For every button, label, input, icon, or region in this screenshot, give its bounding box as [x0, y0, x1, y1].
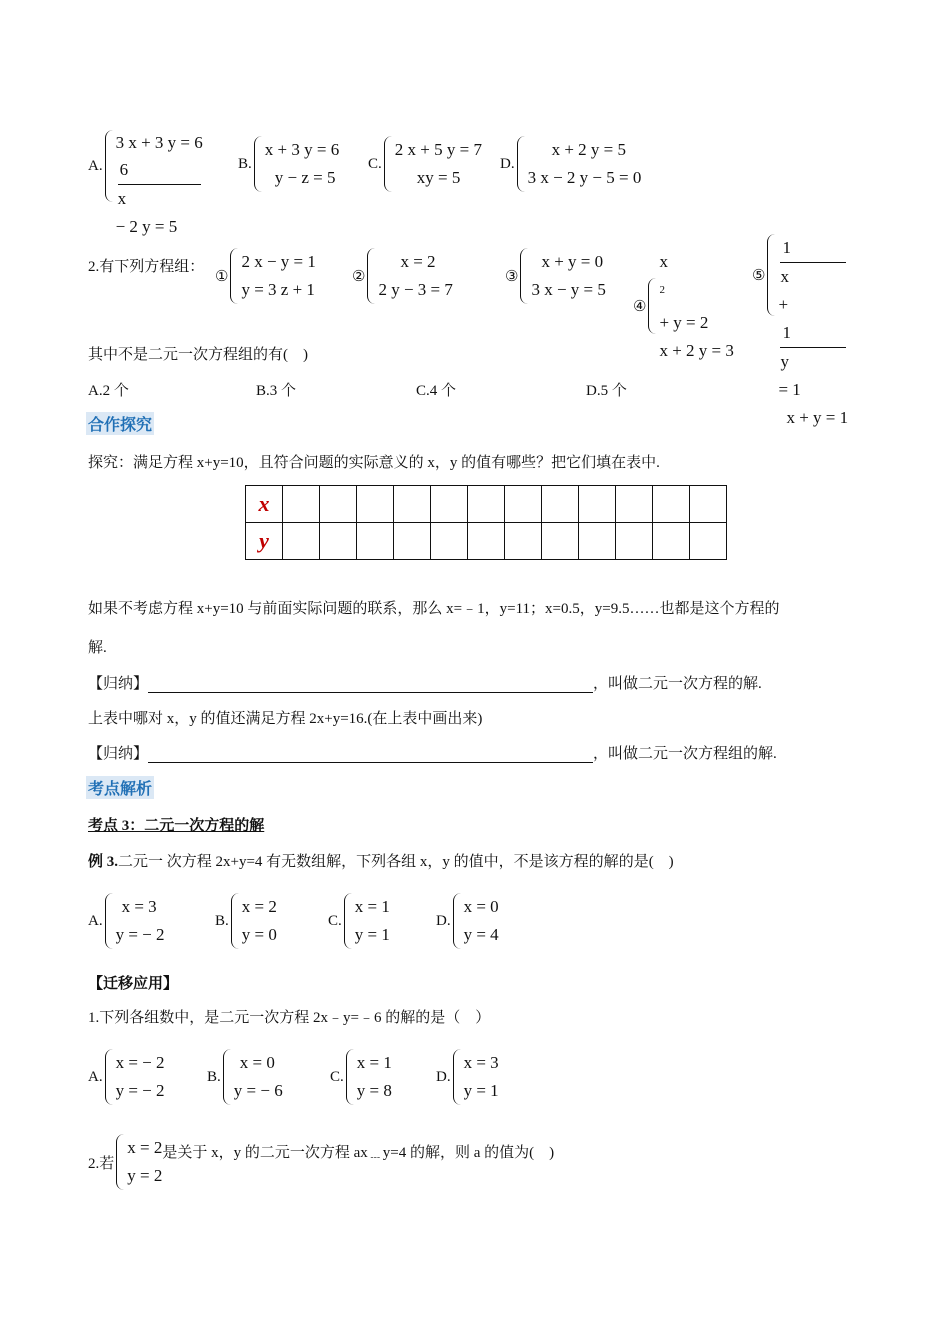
summary-tail: ，叫做二元一次方程的解.	[593, 676, 762, 692]
q2-option-b: B.3 个	[256, 383, 297, 399]
equation-row: x + 2 y = 3	[659, 340, 734, 360]
blank-line[interactable]	[148, 746, 593, 763]
option-label: B.	[215, 912, 229, 929]
table-cell[interactable]	[505, 486, 542, 523]
equation-row: x + 3 y = 6	[264, 140, 340, 159]
t1-option-c	[330, 1049, 392, 1105]
table-row-y	[246, 523, 727, 560]
brace-icon	[384, 136, 392, 192]
equation-row: y = 0	[241, 925, 277, 944]
brace-icon	[230, 248, 238, 304]
equation-row: x = 3	[463, 1053, 499, 1072]
paragraph-2: 上表中哪对 x，y 的值还满足方程 2x+y=16.(在上表中画出来)	[88, 711, 483, 727]
brace-icon	[453, 893, 461, 949]
option-label: D.	[436, 912, 451, 929]
equation-row: y = 1	[354, 925, 390, 944]
equation-row: x = − 2	[115, 1053, 165, 1072]
option-label: B.	[238, 155, 252, 172]
ex3-option-b	[215, 893, 277, 949]
table-cell[interactable]	[616, 523, 653, 560]
equation-row: − 2 y = 5	[115, 217, 178, 236]
transfer-q1: 1.下列各组数中，是二元一次方程 2x﹣y=﹣6 的解的是（ ）	[88, 1010, 491, 1026]
q0-option-d	[500, 136, 641, 192]
system-number: ④	[633, 298, 647, 315]
system-number: ⑤	[752, 267, 766, 284]
equation-row: 3 x − y = 5	[531, 280, 606, 299]
brace-icon	[254, 136, 262, 192]
table-cell[interactable]	[579, 523, 616, 560]
paragraph-line-1: 如果不考虑方程 x+y=10 与前面实际问题的联系，那么 x=﹣1，y=11；x=0.5，y=9.5……也都是这个方程的	[88, 601, 780, 617]
question-text: 是关于 x，y 的二元一次方程 ax﹍y=4 的解，则 a 的值为( )	[162, 1145, 555, 1161]
t1-option-a	[88, 1049, 165, 1105]
blank-line[interactable]	[148, 676, 593, 693]
row-header-y: y	[246, 523, 283, 560]
table-cell[interactable]	[320, 523, 357, 560]
equation-term: x	[659, 252, 668, 271]
q2-intro: 2.有下列方程组：	[88, 259, 205, 275]
equation-row: x + y = 1	[786, 408, 849, 427]
equation-row: x = 3	[121, 897, 157, 916]
fraction-numerator: 1	[780, 234, 846, 263]
table-cell[interactable]	[690, 486, 727, 523]
brace-icon	[517, 136, 525, 192]
kaodian-title: 考点 3：二元一次方程的解	[88, 818, 265, 834]
option-label: C.	[328, 912, 342, 929]
equation-row: y = 8	[356, 1081, 392, 1100]
example-text: 二元一 次方程 2x+y=4 有无数组解，下列各组 x，y 的值中，不是该方程的解的是( )	[118, 854, 674, 870]
example-3	[88, 850, 674, 871]
equation-row: y = 2	[127, 1166, 163, 1185]
section-heading-cooperative: 合作探究	[86, 412, 154, 435]
system-number: ②	[352, 268, 366, 285]
ex3-option-a	[88, 893, 165, 949]
equation-row: x = 1	[356, 1053, 392, 1072]
table-cell[interactable]	[283, 523, 320, 560]
option-label: B.	[207, 1068, 221, 1085]
explore-text: 探究：满足方程 x+y=10，且符合问题的实际意义的 x，y 的值有哪些？把它们填在表中.	[88, 455, 660, 471]
table-cell[interactable]	[690, 523, 727, 560]
transfer-heading: 【迁移应用】	[88, 976, 179, 992]
brace-icon	[105, 893, 113, 949]
fraction-numerator: 6	[118, 156, 201, 185]
equation-row: 3 x − 2 y − 5 = 0	[527, 168, 642, 187]
fraction-denominator: x	[117, 189, 127, 208]
table-cell[interactable]	[431, 486, 468, 523]
q2-system-5	[752, 234, 849, 427]
table-cell[interactable]	[357, 486, 394, 523]
fraction-numerator: 1	[780, 319, 846, 348]
q0-option-a	[88, 130, 203, 236]
table-cell[interactable]	[653, 486, 690, 523]
equation-row: 2 x + 5 y = 7	[394, 140, 482, 159]
option-label: D.	[436, 1068, 451, 1085]
table-cell[interactable]	[357, 523, 394, 560]
equation-term: = 1	[778, 380, 801, 399]
equation-row: x + 2 y = 5	[551, 140, 627, 159]
brace-icon	[648, 278, 656, 334]
equation-row: y = 3 z + 1	[241, 280, 315, 299]
operator: +	[778, 295, 789, 314]
summary-tail: ，叫做二元一次方程组的解.	[593, 746, 777, 762]
equation-row: 2 x − y = 1	[241, 252, 316, 271]
equation-row: x = 2	[127, 1138, 163, 1157]
option-label: D.	[500, 155, 515, 172]
equation-row: y = − 2	[115, 1081, 165, 1100]
row-header-x: x	[246, 486, 283, 523]
summary-2	[88, 742, 777, 763]
equation-row: x = 2	[241, 897, 277, 916]
table-cell[interactable]	[505, 523, 542, 560]
q2-system-2	[352, 248, 453, 304]
equation-row: y = 4	[463, 925, 499, 944]
option-label: A.	[88, 1068, 103, 1085]
table-cell[interactable]	[468, 523, 505, 560]
brace-icon	[231, 893, 239, 949]
table-cell[interactable]	[616, 486, 653, 523]
equation-row: x = 0	[463, 897, 499, 916]
table-cell[interactable]	[653, 523, 690, 560]
q2-system-3	[505, 248, 606, 304]
equation-row: y = 1	[463, 1081, 499, 1100]
brace-icon	[105, 1049, 113, 1105]
value-table	[245, 485, 727, 560]
brace-icon	[344, 893, 352, 949]
option-label: C.	[330, 1068, 344, 1085]
q2-system-4	[633, 248, 734, 365]
table-row-x	[246, 486, 727, 523]
table-cell[interactable]	[579, 486, 616, 523]
brace-icon	[346, 1049, 354, 1105]
t1-option-b	[207, 1049, 283, 1105]
option-label: A.	[88, 912, 103, 929]
equation-row: y = − 6	[233, 1081, 283, 1100]
option-label: C.	[368, 155, 382, 172]
q0-option-c	[368, 136, 482, 192]
ex3-option-d	[436, 893, 499, 949]
brace-icon	[453, 1049, 461, 1105]
equation-row: x = 2	[400, 252, 436, 271]
equation-row: x = 0	[239, 1053, 275, 1072]
equation-row: 2 y − 3 = 7	[378, 280, 453, 299]
table-cell[interactable]	[468, 486, 505, 523]
q2-option-d: D.5 个	[586, 383, 627, 399]
fraction-denominator: y	[780, 352, 789, 371]
equation-row: y − z = 5	[274, 168, 336, 187]
q2-option-a: A.2 个	[88, 383, 129, 399]
table-cell[interactable]	[283, 486, 320, 523]
equation-row: x + y = 0	[541, 252, 604, 271]
ex3-option-c	[328, 893, 390, 949]
exponent: 2	[659, 284, 665, 296]
brace-icon	[105, 130, 113, 202]
brace-icon	[367, 248, 375, 304]
q2-option-c: C.4 个	[416, 383, 457, 399]
summary-label: 【归纳】	[88, 746, 149, 762]
equation-row: y = − 2	[115, 925, 165, 944]
summary-1	[88, 672, 762, 693]
system-number: ①	[215, 268, 229, 285]
table-cell[interactable]	[542, 486, 579, 523]
transfer-q2	[88, 1134, 554, 1190]
equation-row: xy = 5	[416, 168, 461, 187]
option-label: A.	[88, 157, 103, 174]
system-number: ③	[505, 268, 519, 285]
table-cell[interactable]	[542, 523, 579, 560]
example-label: 例 3.	[88, 854, 119, 870]
q2-system-1	[215, 248, 316, 304]
question-number: 2.若	[88, 1155, 115, 1172]
paragraph-line-2: 解.	[88, 640, 107, 656]
table-cell[interactable]	[394, 523, 431, 560]
table-cell[interactable]	[320, 486, 357, 523]
brace-icon	[767, 234, 775, 316]
section-heading-analysis: 考点解析	[86, 776, 154, 799]
brace-icon	[520, 248, 528, 304]
summary-label: 【归纳】	[88, 676, 149, 692]
table-cell[interactable]	[394, 486, 431, 523]
q0-option-b	[238, 136, 339, 192]
equation-row: 3 x + 3 y = 6	[115, 133, 203, 152]
equation-row: x = 1	[354, 897, 390, 916]
table-cell[interactable]	[431, 523, 468, 560]
brace-icon	[116, 1134, 124, 1190]
t1-option-d	[436, 1049, 499, 1105]
q2-question: 其中不是二元一次方程组的有( )	[88, 347, 308, 363]
equation-term: + y = 2	[659, 312, 709, 332]
brace-icon	[223, 1049, 231, 1105]
fraction-denominator: x	[780, 267, 789, 286]
